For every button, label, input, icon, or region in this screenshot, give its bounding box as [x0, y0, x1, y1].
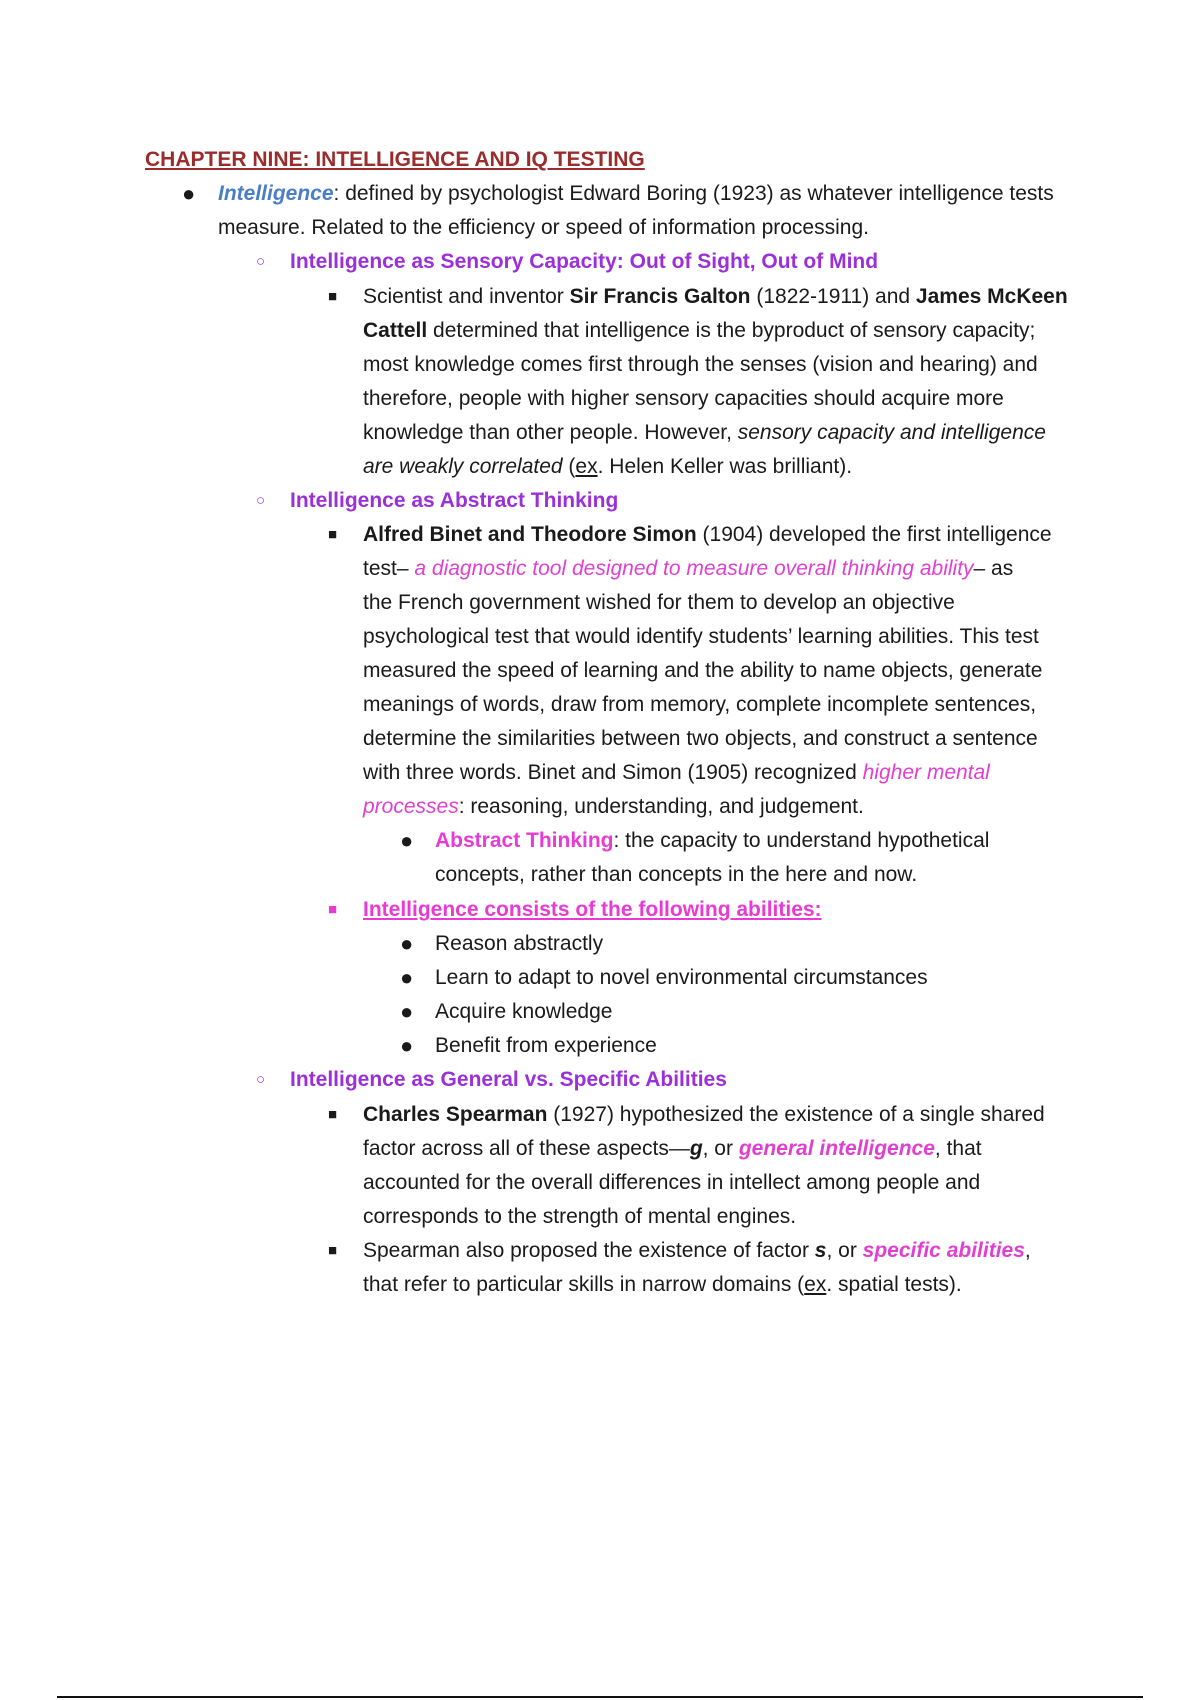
abstract-line-1: Alfred Binet and Theodore Simon (1904) developed the first intelligence — [363, 523, 1052, 546]
abstract-line-5: measured the speed of learning and the ability to name objects, generate — [363, 659, 1043, 682]
intro-line-2: measure. Related to the efficiency or speed of information processing. — [218, 216, 869, 239]
general-p1-line-4: corresponds to the strength of mental engines. — [363, 1205, 797, 1228]
bullet-square-icon: ■ — [328, 901, 338, 918]
section-heading-sensory: Intelligence as Sensory Capacity: Out of Sight, Out of Mind — [290, 250, 879, 273]
bullet-square-icon: ■ — [328, 526, 338, 543]
intelligence-term: Intelligence — [218, 182, 334, 205]
general-p1-line-3: accounted for the overall differences in intellect among people and — [363, 1171, 981, 1194]
bullet-circle-icon: ○ — [256, 253, 266, 270]
intro-line-1: Intelligence: defined by psychologist Edward Boring (1923) as whatever intelligence tests — [218, 182, 1054, 205]
bullet-dot-icon: ● — [182, 181, 196, 206]
abstract-thinking-line-1: Abstract Thinking: the capacity to understand hypothetical — [435, 829, 990, 852]
bullet-square-icon: ■ — [328, 1106, 338, 1123]
list-item: Benefit from experience — [435, 1034, 657, 1057]
sensory-line-2: Cattell determined that intelligence is the byproduct of sensory capacity; — [363, 319, 1036, 342]
abstract-thinking-line-2: concepts, rather than concepts in the here and now. — [435, 863, 918, 886]
abstract-line-4: psychological test that would identify students’ learning abilities. This test — [363, 625, 1039, 648]
general-p2-line-2: that refer to particular skills in narrow domains (ex. spatial tests). — [363, 1273, 962, 1296]
abstract-line-9: processes: reasoning, understanding, and judgement. — [363, 795, 864, 818]
bullet-circle-icon: ○ — [256, 492, 266, 509]
bullet-dot-icon: ● — [400, 965, 414, 990]
chapter-title: CHAPTER NINE: INTELLIGENCE AND IQ TESTING — [145, 148, 645, 171]
list-item: Learn to adapt to novel environmental circumstances — [435, 966, 928, 989]
abilities-heading: Intelligence consists of the following abilities: — [363, 898, 822, 921]
section-heading-general: Intelligence as General vs. Specific Abilities — [290, 1068, 727, 1091]
sensory-line-6: are weakly correlated (ex. Helen Keller was brilliant). — [363, 455, 853, 478]
list-item: Acquire knowledge — [435, 1000, 613, 1023]
section-heading-abstract: Intelligence as Abstract Thinking — [290, 489, 619, 512]
abstract-line-7: determine the similarities between two objects, and construct a sentence — [363, 727, 1038, 750]
list-item: Reason abstractly — [435, 932, 604, 955]
bullet-circle-icon: ○ — [256, 1071, 266, 1088]
general-p1-line-2: factor across all of these aspects—g, or general intelligence, that — [363, 1137, 982, 1160]
sensory-line-1: Scientist and inventor Sir Francis Galton (1822-1911) and James McKeen — [363, 285, 1068, 308]
abstract-line-2: test– a diagnostic tool designed to measure overall thinking ability– as — [363, 557, 1014, 580]
sensory-line-4: therefore, people with higher sensory capacities should acquire more — [363, 387, 1004, 410]
bullet-dot-icon: ● — [400, 1033, 414, 1058]
general-p2-line-1: Spearman also proposed the existence of factor s, or specific abilities, — [363, 1239, 1031, 1262]
footer-rule — [57, 1696, 1143, 1698]
bullet-square-icon: ■ — [328, 1242, 338, 1259]
sensory-line-3: most knowledge comes first through the senses (vision and hearing) and — [363, 353, 1038, 376]
abstract-thinking-term: Abstract Thinking — [435, 829, 614, 852]
sensory-line-5: knowledge than other people. However, sensory capacity and intelligence — [363, 421, 1046, 444]
bullet-dot-icon: ● — [400, 828, 414, 853]
bullet-square-icon: ■ — [328, 288, 338, 305]
general-p1-line-1: Charles Spearman (1927) hypothesized the existence of a single shared — [363, 1103, 1045, 1126]
abstract-line-8: with three words. Binet and Simon (1905) recognized higher mental — [363, 761, 990, 784]
bullet-dot-icon: ● — [400, 931, 414, 956]
abstract-line-3: the French government wished for them to develop an objective — [363, 591, 955, 614]
abstract-line-6: meanings of words, draw from memory, complete incomplete sentences, — [363, 693, 1037, 716]
bullet-dot-icon: ● — [400, 999, 414, 1024]
